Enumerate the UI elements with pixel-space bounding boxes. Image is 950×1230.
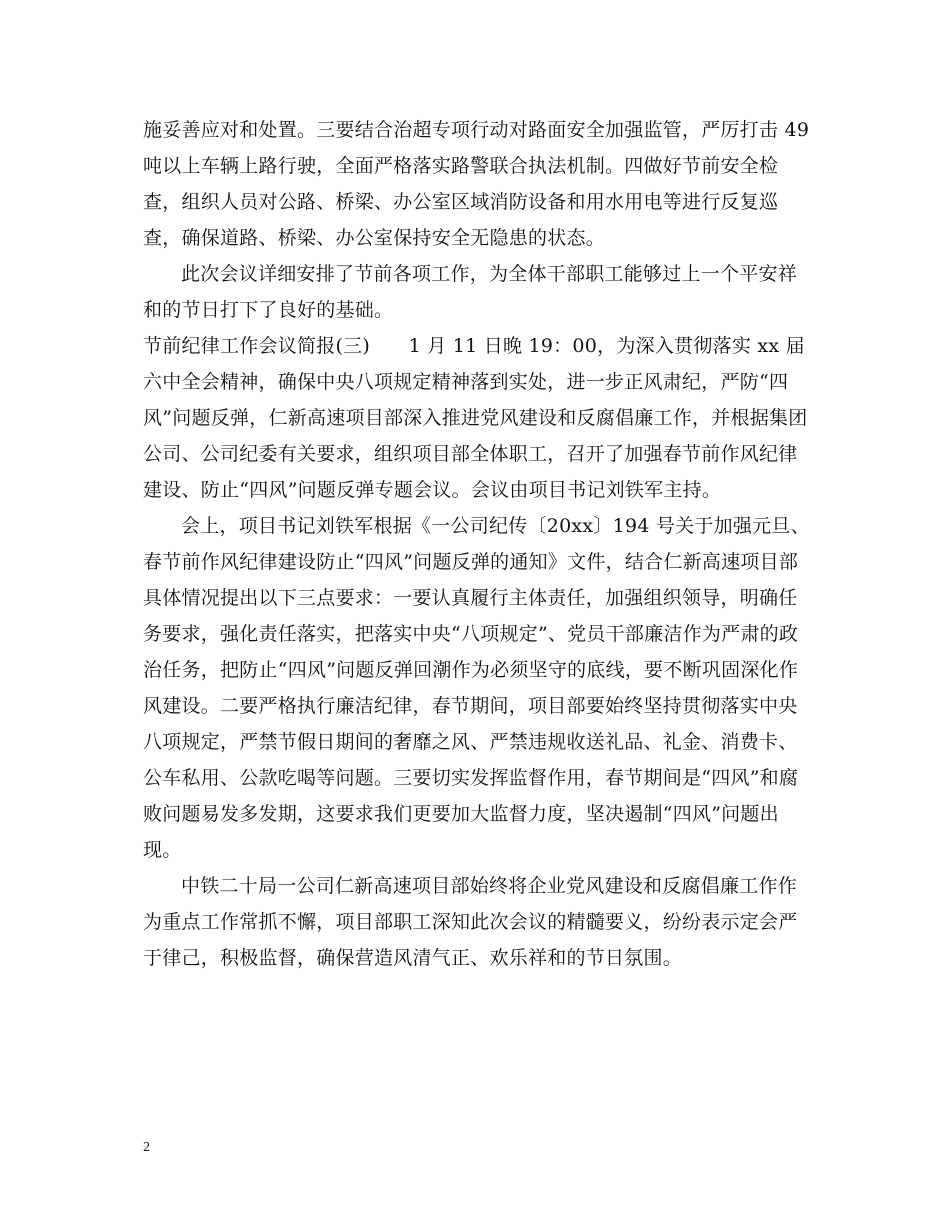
page-number: 2: [143, 1140, 150, 1155]
paragraph-safety-measures: 施妥善应对和处置。三要结合治超专项行动对路面安全加强监管，严厉打击 49 吨以上车辆上路行驶，全面严格落实路警联合执法机制。四做好节前安全检查，组织人员对公路、桥梁、办公室区域消防设备和用水用电等进行反复巡查，确保道路、桥梁、办公室保持安全无隐患的状态。: [143, 119, 816, 249]
paragraph-three-requirements: 会上，项目书记刘铁军根据《一公司纪传〔20xx〕194 号关于加强元旦、春节前作风纪律建设防止“四风”问题反弹的通知》文件，结合仁新高速项目部具体情况提出以下三点要求：一要认真履行主体责任，加强组织领导，明确任务要求，强化责任落实，把落实中央“八项规定”、党员干部廉洁作为严肃的政治任务，把防止“四风”问题反弹回潮作为必须坚守的底线，要不断巩固深化作风建设。二要严格执行廉洁纪律，春节期间，项目部要始终坚持贯彻落实中央八项规定，严禁节假日期间的奢靡之风、严禁违规收送礼品、礼金、消费卡、公车私用、公款吃喝等问题。三要切实发挥监督作用，春节期间是“四风”和腐败问题易发多发期，这要求我们更要加大监督力度，坚决遏制“四风”问题出现。: [143, 515, 810, 861]
paragraph-conclusion: 中铁二十局一公司仁新高速项目部始终将企业党风建设和反腐倡廉工作作为重点工作常抓不懈，项目部职工深知此次会议的精髓要义，纷纷表示定会严于律己，积极监督，确保营造风清气正、欢乐祥和的节日氛围。: [143, 875, 798, 969]
document-body: [143, 112, 816, 976]
paragraph-briefing-three: 节前纪律工作会议简报(三) 1 月 11 日晚 19：00，为深入贯彻落实 xx 届六中全会精神，确保中央八项规定精神落到实处，进一步正风肃纪，严防“四风”问题反弹，仁新高速项目部深入推进党风建设和反腐倡廉工作，并根据集团公司、公司纪委有关要求，组织项目部全体职工，召开了加强春节前作风纪律建设、防止“四风”问题反弹专题会议。会议由项目书记刘铁军主持。: [143, 335, 808, 501]
paragraph-meeting-summary: 此次会议详细安排了节前各项工作，为全体干部职工能够过上一个平安祥和的节日打下了良好的基础。: [143, 263, 798, 321]
